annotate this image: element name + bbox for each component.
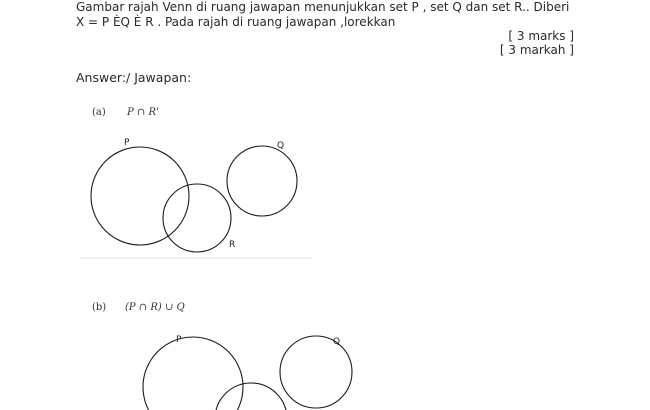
venn-b-set-q[interactable] xyxy=(280,336,352,408)
venn-a-set-q[interactable] xyxy=(227,146,297,216)
question-line-1: Gambar rajah Venn di ruang jawapan menunjukkan set P , set Q dan set R.. Diberi xyxy=(76,0,570,14)
venn-a-label-p: P xyxy=(124,138,130,148)
answer-heading: Answer:/ Jawapan: xyxy=(76,70,192,85)
question-text xyxy=(76,0,576,30)
venn-b-label-q: Q xyxy=(333,337,341,347)
venn-a-label-q: Q xyxy=(277,141,285,151)
marks-english: [ 3 marks ] xyxy=(508,29,574,43)
part-b-expression: (P ∩ R) ∪ Q xyxy=(125,302,185,313)
part-a-expression: P ∩ R' xyxy=(127,107,159,118)
venn-b-set-r[interactable] xyxy=(215,383,287,410)
venn-diagram-b[interactable] xyxy=(130,330,370,410)
marks-malay: [ 3 markah ] xyxy=(499,43,574,57)
question-line-2: X = P ÈQ È R . Pada rajah di ruang jawapan ,lorekkan xyxy=(76,15,396,29)
venn-a-set-p[interactable] xyxy=(91,147,189,245)
venn-b-set-p[interactable] xyxy=(143,337,243,410)
part-a-label: (a) xyxy=(92,107,106,118)
marks-block xyxy=(500,29,574,57)
venn-a-label-r: R xyxy=(229,240,236,250)
venn-a-set-r[interactable] xyxy=(163,184,231,252)
venn-diagram-a[interactable] xyxy=(80,130,320,270)
venn-b-label-p: P xyxy=(176,335,182,345)
part-b-label: (b) xyxy=(92,302,107,313)
